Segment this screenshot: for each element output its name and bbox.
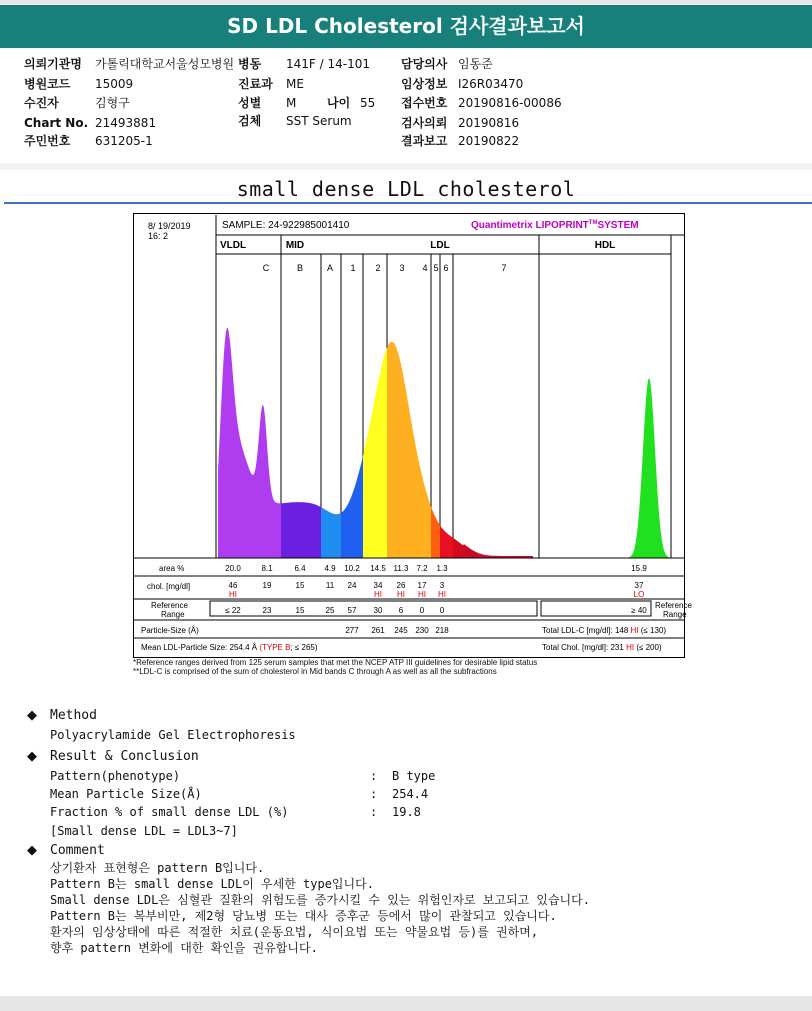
comment-line: Pattern B는 복부비만, 제2형 당뇨병 또는 대사 증후군 등에서 많이 관찰되고 있습니다. [50,909,557,923]
particle_size-value: 277 [345,626,359,635]
section-title: small dense LDL cholesterol [236,177,576,201]
chol-value: 3 [439,581,445,590]
chol-flag: HI [397,590,405,599]
patient-label: 수진자 [24,96,59,110]
total-chol: Total Chol. [mg/dl]: 231 HI (≤ 200) [542,643,662,652]
department-label: 진료과 [238,77,273,91]
patient-info-card [0,49,812,163]
particle_size-value: 245 [394,626,408,635]
top-rule [0,0,812,4]
group-label: LDL [430,240,450,251]
department-value: ME [286,77,304,91]
row-label-ref-right-2: Range [663,610,687,619]
ref_range-value: 25 [325,606,335,615]
resident-no-label: 주민번호 [24,134,71,148]
ref_range-value: ≥ 40 [631,606,647,615]
lipoprint-electropherogram [133,213,692,658]
sex-value: M [286,96,297,110]
group-label: VLDL [219,240,247,251]
chol-value: 17 [417,581,427,590]
group-label: HDL [594,240,616,251]
sample-id: SAMPLE: 24-922985001410 [222,220,350,231]
row-label-ref-2: Range [161,610,185,619]
row-label-area: area % [159,564,185,573]
chart-no-value: 21493881 [95,116,157,130]
comment-line: 환자의 임상상태에 따른 적절한 치료(운동요법, 식이요법 또는 약물요법 등)를 권하며, [50,925,539,939]
chart-no-label: Chart No. [24,116,89,130]
area_pct-value: 1.3 [436,564,448,573]
hospital-code-value: 15009 [95,77,134,91]
system-name: Quantimetrix LIPOPRINT™SYSTEM [471,220,639,231]
ward-value: 141F / 14-101 [286,57,370,71]
request-date-label: 검사의뢰 [401,116,448,130]
band-label: C [262,263,270,273]
result-value: 19.8 [392,805,421,819]
footnote-1: *Reference ranges derived from 125 serum samples that met the NCEP ATP III guidelines for desirable lipid status [133,658,538,667]
specimen-value: SST Serum [286,114,352,128]
band-label: 1 [350,263,356,273]
test-date: 8/ 19/2019 [148,221,191,231]
comment-line: Small dense LDL은 심혈관 질환의 위험도를 증가시킬 수 있는 위험인자로 보고되고 있습니다. [50,893,590,907]
age-value: 55 [360,96,376,110]
area_pct-value: 14.5 [370,564,386,573]
mean-ldl-size: Mean LDL-Particle Size: 254.4 Å (TYPE B; ≤ 265) [141,643,318,652]
result-heading: Result & Conclusion [50,749,199,764]
result-value: 254.4 [392,787,429,801]
ref_range-value: 57 [347,606,357,615]
chol-value: 19 [262,581,272,590]
ref_range-value: ≤ 22 [225,606,241,615]
ref_range-value: 0 [419,606,425,615]
chol-value: 46 [228,581,238,590]
receipt-no-label: 접수번호 [401,96,448,110]
specimen-label: 검체 [238,114,262,128]
total-ldl: Total LDL-C [mg/dl]: 148 HI (≤ 130) [542,626,667,635]
area_pct-value: 15.9 [631,564,647,573]
band-label: B [296,263,304,273]
result-label: Fraction % of small dense LDL (%) [50,805,289,819]
fraction-area-B [321,507,341,558]
request-date-value: 20190816 [458,116,520,130]
chol-flag: HI [374,590,382,599]
band-label: 2 [375,263,381,273]
diamond-bullet-icon: ◆ [27,708,37,723]
comment-line: 향후 pattern 변화에 대한 확인을 권유합니다. [50,941,318,955]
area_pct-value: 11.3 [393,564,409,573]
comment-heading: Comment [50,843,105,858]
particle_size-value: 261 [371,626,385,635]
doctor-label: 담당의사 [401,57,448,71]
institution-value: 가톨릭대학교서울성모병원 [95,57,235,71]
patient-value: 김형구 [95,96,130,110]
particle_size-value: 218 [435,626,449,635]
ref_range-value: 23 [262,606,272,615]
area_pct-value: 10.2 [344,564,360,573]
band-label: A [326,263,334,273]
comment-line: 상기환자 표현형은 pattern B입니다. [50,861,265,875]
group-label: MID [285,240,305,251]
band-label: 5 [433,263,439,273]
result-value: B type [392,769,436,783]
band-label: 4 [422,263,428,273]
hospital-code-label: 병원코드 [24,77,71,91]
area_pct-value: 6.4 [294,564,306,573]
bottom-rule [0,996,812,1011]
chol-value: 15 [295,581,305,590]
band-label: 7 [501,263,507,273]
receipt-no-value: 20190816-00086 [458,96,562,110]
area_pct-value: 4.9 [324,564,336,573]
result-label: Mean Particle Size(Å) [50,787,202,801]
institution-label: 의뢰기관명 [24,57,82,71]
band-label: 3 [399,263,405,273]
result-colon: : [370,787,378,801]
chol-flag: LO [633,590,645,599]
clinical-info-value: I26R03470 [458,77,524,91]
row-label-chol: chol. [mg/dl] [147,582,191,591]
report-date-value: 20190822 [458,134,520,148]
chol-value: 24 [347,581,357,590]
age-label: 나이 [327,96,351,110]
result-note: [Small dense LDL = LDL3~7] [50,824,238,838]
chol-value: 11 [325,581,335,590]
ref_range-value: 30 [373,606,383,615]
test-time: 16: 2 [148,231,169,241]
fraction-area-C [281,502,321,558]
section-divider [4,202,812,204]
footnote-2: **LDL-C is comprised of the sum of cholesterol in Mid bands C through A as well as all the subfractions [133,667,497,676]
chol-flag: HI [229,590,237,599]
area_pct-value: 20.0 [225,564,241,573]
method-heading: Method [50,708,97,723]
particle_size-value: 230 [415,626,429,635]
chol-value: 37 [634,581,644,590]
chol-value: 34 [373,581,383,590]
ref_range-value: 15 [295,606,305,615]
chol-flag: HI [418,590,426,599]
clinical-info-label: 임상정보 [401,77,448,91]
result-colon: : [370,769,378,783]
chol-value: 26 [396,581,406,590]
row-label-ref-right-1: Reference [655,601,692,610]
diamond-bullet-icon: ◆ [27,843,37,858]
sex-label: 성별 [238,96,262,110]
diamond-bullet-icon: ◆ [27,749,37,764]
area_pct-value: 7.2 [416,564,428,573]
resident-no-value: 631205-1 [95,134,153,148]
row-label-ref-1: Reference [151,601,188,610]
chol-flag: HI [438,590,446,599]
report-title: SD LDL Cholesterol 검사결과보고서 [0,5,812,48]
result-colon: : [370,805,378,819]
result-label: Pattern(phenotype) [50,769,181,783]
area_pct-value: 8.1 [261,564,273,573]
row-label-particle-size: Particle-Size (Å) [141,626,199,635]
report-date-label: 결과보고 [401,134,448,148]
ref_range-value: 6 [398,606,404,615]
doctor-value: 임동준 [458,57,493,71]
comment-line: Pattern B는 small dense LDL이 우세한 type입니다. [50,877,374,891]
ward-label: 병동 [238,57,262,71]
band-label: 6 [443,263,449,273]
ref_range-value: 0 [439,606,445,615]
method-text: Polyacrylamide Gel Electrophoresis [50,728,296,742]
